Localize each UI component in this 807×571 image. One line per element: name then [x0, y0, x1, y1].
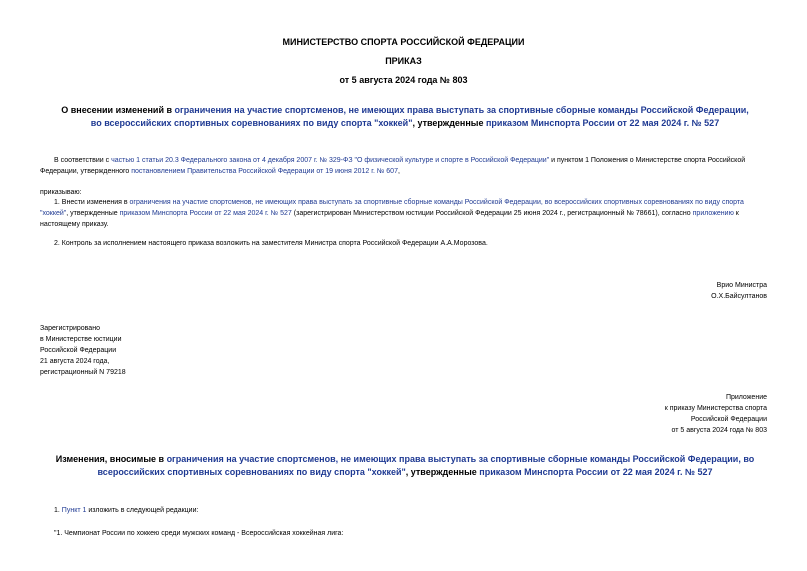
preamble-text-1: В соответствии с [54, 157, 112, 164]
changes-restrictions-link[interactable]: ограничения на участие спортсменов, не имеющих права выступать за спортивные сборные команды Российской Федерации, во всероссийских спортивных соревнованиях по виду спорта "хоккей" [97, 454, 755, 477]
point-1-link[interactable]: Пункт 1 [61, 507, 87, 514]
change-1-text-2: изложить в следующей редакции: [86, 507, 199, 514]
appendix-line-3: Российской Федерации [690, 416, 767, 423]
quote-1-paragraph: "1. Чемпионат России по хоккею среди мужских команд - Всероссийская хоккейная лига: [54, 530, 344, 537]
item-1-text-4: к настоящему приказу. [40, 210, 739, 228]
registration-line-1: Зарегистрировано [40, 325, 100, 332]
item-1-text-3: (зарегистрирован Министерством юстиции Российской Федерации 25 июня 2024 г., регистрационный № 78661), согласно [291, 210, 693, 217]
preamble-text-2: и пунктом 1 Положения о Министерстве спорта Российской Федерации, утвержденного [40, 157, 746, 175]
restrictions-link[interactable]: ограничения на участие спортсменов, не имеющих права выступать за спортивные сборные команды Российской Федерации, во всероссийских спортивных соревнованиях по виду спорта "хоккей" [90, 105, 749, 128]
item-2-paragraph: 2. Контроль за исполнением настоящего приказа возложить на заместителя Министра спорта Российской Федерации А.А.Морозова. [54, 240, 488, 247]
order-title-middle: , утвержденные [412, 118, 486, 128]
changes-title-prefix: Изменения, вносимые в [55, 454, 167, 464]
order-title [55, 104, 755, 130]
doc-type: ПРИКАЗ [385, 56, 422, 66]
change-1-paragraph [54, 505, 198, 516]
ministry-name: МИНИСТЕРСТВО СПОРТА РОССИЙСКОЙ ФЕДЕРАЦИИ [282, 37, 525, 47]
signature-block [711, 280, 767, 302]
item-1-order-link[interactable]: приказом Минспорта России от 22 мая 2024 г. № 527 [119, 210, 292, 217]
item-1-text-2: , утвержденные [66, 210, 120, 217]
change-1-text-1: 1. [54, 507, 62, 514]
registration-block [40, 323, 126, 378]
registration-line-4: 21 августа 2024 года, [40, 358, 110, 365]
item-1-paragraph [40, 197, 770, 230]
registration-line-2: в Министерстве юстиции [40, 336, 122, 343]
government-decree-link[interactable]: постановлением Правительства Российской Федерации от 19 июня 2012 г. № 607 [131, 168, 398, 175]
federal-law-link[interactable]: частью 1 статьи 20.3 Федерального закона от 4 декабря 2007 г. № 329-ФЗ "О физической культуре и спорте в Российской Федерации" [111, 157, 550, 164]
appendix-block [665, 392, 767, 436]
order-527-link[interactable]: приказом Минспорта России от 22 мая 2024 г. № 527 [485, 118, 720, 128]
signature-position: Врио Министра [716, 282, 767, 289]
order-title-prefix: О внесении изменений в [61, 105, 175, 115]
appendix-line-2: к приказу Министерства спорта [664, 405, 767, 412]
doc-date: от 5 августа 2024 года № 803 [339, 75, 468, 85]
changes-order-link[interactable]: приказом Минспорта России от 22 мая 2024 г. № 527 [479, 467, 713, 477]
registration-line-5: регистрационный N 79218 [40, 369, 126, 376]
item-1-text-1: 1. Внести изменения в [54, 199, 130, 206]
item-1-restrictions-link[interactable]: ограничения на участие спортсменов, не имеющих права выступать за спортивные сборные команды Российской Федерации, во всероссийских спортивных соревнованиях по виду спорта "хоккей" [40, 199, 744, 217]
preamble-text-3: , [397, 168, 400, 175]
appendix-line-4: от 5 августа 2024 года № 803 [671, 427, 767, 434]
appendix-link[interactable]: приложению [692, 210, 734, 217]
preamble-paragraph [40, 155, 770, 177]
order-word: приказываю: [40, 189, 82, 196]
appendix-line-1: Приложение [725, 394, 767, 401]
signature-name: О.Х.Байсултанов [711, 293, 767, 300]
registration-line-3: Российской Федерации [40, 347, 117, 354]
changes-title [55, 453, 755, 479]
changes-title-middle: , утвержденные [405, 467, 480, 477]
